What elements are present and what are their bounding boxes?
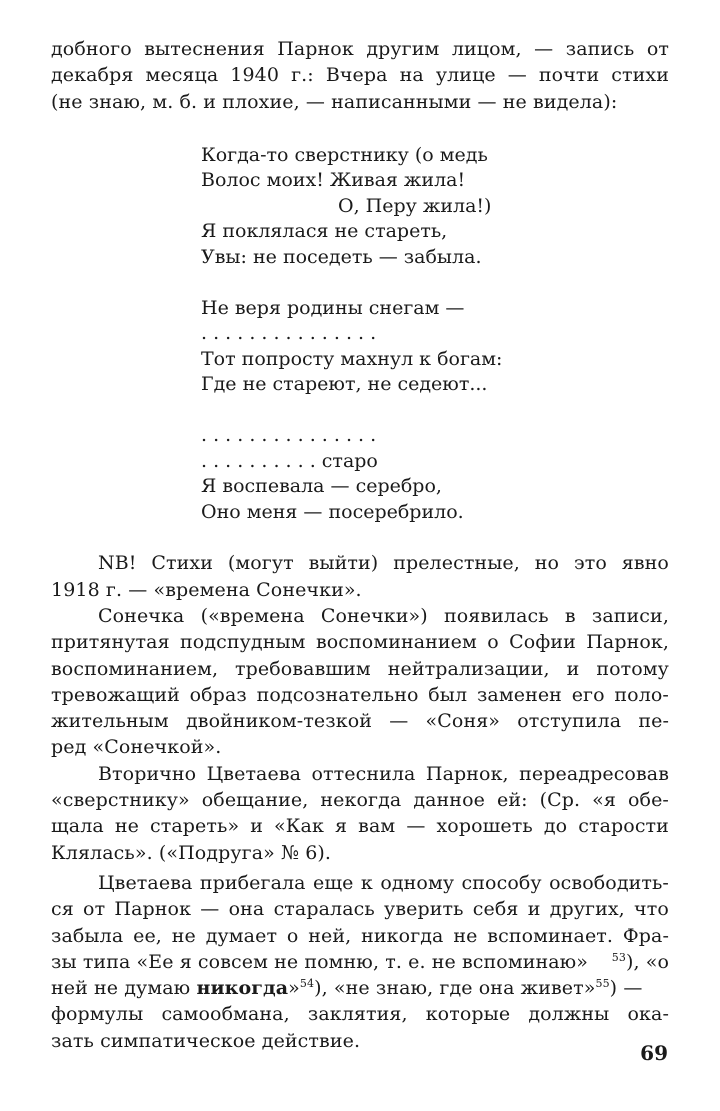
word: — <box>389 710 409 733</box>
text-segment: » <box>288 977 300 1000</box>
word: о <box>487 631 499 654</box>
word: данное <box>413 789 485 812</box>
word: одному <box>380 871 455 894</box>
word: не <box>453 924 478 947</box>
word: заменен <box>476 683 562 706</box>
word: тревожащий <box>51 683 180 706</box>
word: Парнок <box>277 38 354 60</box>
word: от <box>83 898 106 921</box>
word: ее, <box>133 924 162 947</box>
word: и <box>566 657 580 680</box>
word: Парнок <box>114 898 192 921</box>
word: ей: <box>496 789 528 812</box>
word: подспудным <box>180 631 306 654</box>
word: забыла <box>51 924 124 947</box>
word: Фра- <box>622 924 669 947</box>
word: формулы <box>51 1003 144 1026</box>
word: добного <box>51 38 132 60</box>
text-line: (не знаю, м. б. и плохие, — написанными — не видела): <box>51 90 618 113</box>
poem-stanza-2 <box>201 296 669 398</box>
word: улице <box>435 64 496 87</box>
poem-stanza-1 <box>201 143 669 271</box>
word: от <box>646 38 669 60</box>
text-line <box>51 36 669 62</box>
word: «Как <box>274 815 324 838</box>
word: переадресовав <box>519 762 669 785</box>
word: не <box>171 924 196 947</box>
word: и <box>527 898 541 921</box>
footnote-ref: 55 <box>595 977 610 991</box>
word: я <box>335 815 348 838</box>
word: подсознательно <box>256 683 419 706</box>
poem-line: Я воспевала — серебро, <box>201 475 442 498</box>
word: был <box>428 683 468 706</box>
word: «сверстнику» <box>51 789 190 812</box>
word: Вторично <box>98 762 197 785</box>
word: отступила <box>517 710 622 733</box>
word: ока- <box>627 1003 669 1026</box>
word: — <box>406 815 426 838</box>
word: никогда <box>361 924 444 947</box>
word: вам <box>358 815 396 838</box>
word: обещание, <box>201 789 309 812</box>
text-segment: ), «не знаю, где она живет» <box>314 977 596 1000</box>
word: потому <box>596 657 669 680</box>
nb-paragraph <box>51 550 669 603</box>
word: — <box>507 64 527 87</box>
word: NB! <box>98 552 137 575</box>
word: поло- <box>614 683 669 706</box>
text-line <box>51 923 669 949</box>
word: почти <box>538 64 600 87</box>
text-line <box>51 629 669 655</box>
word: притянутая <box>51 631 170 654</box>
word: (могут <box>227 552 294 575</box>
footnote-ref: 54 <box>299 977 315 991</box>
text-line <box>51 656 669 682</box>
text-line <box>51 896 669 922</box>
text-line <box>51 708 669 734</box>
word: лицом, <box>451 38 522 60</box>
method-paragraph <box>51 870 669 1054</box>
word: воспоминанием, <box>51 657 219 680</box>
poem-line: Волос моих! Живая жила! <box>201 169 466 192</box>
text-line <box>51 975 669 1001</box>
word: стареть» <box>150 815 240 838</box>
poem-line: Где не стареют, не седеют... <box>201 373 488 396</box>
word: на <box>399 64 424 87</box>
text-line: 1918 г. — «времена Сонечки». <box>51 578 362 601</box>
word: думает <box>205 924 278 947</box>
word: его <box>571 683 605 706</box>
text-line: Клялась». («Подруга» № 6). <box>51 841 332 864</box>
word: должны <box>528 1003 610 1026</box>
text-line <box>51 1001 669 1027</box>
word: обе- <box>628 789 669 812</box>
word: прелестные, <box>393 552 520 575</box>
word: старости <box>578 815 669 838</box>
poem-omission-dots: . . . . . . . . . . . . . . . <box>201 424 377 447</box>
text-line <box>51 813 669 839</box>
word: щала <box>51 815 104 838</box>
text-line <box>51 787 669 813</box>
secondary-paragraph <box>51 761 669 866</box>
poem-line: Не веря родины снегам — <box>201 296 465 319</box>
poem-line: Оно меня — посеребрило. <box>201 500 464 523</box>
word: жительным <box>51 710 169 733</box>
poem-omission-dots: . . . . . . . . . . . . . . . <box>201 322 377 345</box>
text-segment: ней не думаю <box>51 977 191 1000</box>
word: выйти) <box>308 552 379 575</box>
poem-line: Когда-то сверстнику (о медь <box>201 143 488 166</box>
text-line <box>51 550 669 576</box>
word: Парнок, <box>425 762 509 785</box>
word: способу <box>461 871 542 894</box>
word: появилась <box>443 604 549 627</box>
word: оттеснила <box>311 762 416 785</box>
text-segment <box>612 949 669 975</box>
text-segment: ), «о <box>625 950 669 973</box>
word: вспоминает. <box>487 924 614 947</box>
word: себя <box>472 898 519 921</box>
word: (Ср. <box>539 789 581 812</box>
word: в <box>564 604 576 627</box>
word: — <box>200 898 220 921</box>
word: что <box>634 898 669 921</box>
word: некогда <box>320 789 402 812</box>
word: «Соня» <box>425 710 501 733</box>
word: ся <box>51 898 74 921</box>
word: еще <box>313 871 354 894</box>
footnote-ref: 53 <box>611 950 626 964</box>
word: записи, <box>591 604 669 627</box>
book-page <box>51 36 669 1054</box>
word: до <box>543 815 568 838</box>
word: 1940 <box>230 64 280 87</box>
word: пе- <box>638 710 669 733</box>
text-line <box>51 682 669 708</box>
word: требовавшим <box>235 657 371 680</box>
word: стихи <box>611 64 669 87</box>
word: Цветаева <box>206 762 302 785</box>
poem-line: . . . . . . . . . . старо <box>201 449 378 472</box>
text-segment: зы типа «Ее я совсем не помню, т. е. не вспоминаю» <box>51 950 589 973</box>
poem <box>201 143 669 526</box>
intro-paragraph <box>51 36 669 115</box>
text-segment <box>51 975 642 1001</box>
word: не <box>114 815 139 838</box>
text-line: ред «Сонечкой». <box>51 736 222 759</box>
word: заклятия, <box>307 1003 408 1026</box>
text-line <box>51 761 669 787</box>
word: нейтрализации, <box>387 657 550 680</box>
word: г.: <box>291 64 314 87</box>
word: освободить- <box>549 871 669 894</box>
poem-line: Увы: не поседеть — забыла. <box>201 245 482 268</box>
text-segment: ) — <box>609 977 643 1000</box>
emphasis-text: никогда <box>196 977 289 1000</box>
word: хорошеть <box>436 815 533 838</box>
word: которые <box>425 1003 511 1026</box>
word: Вчера <box>325 64 388 87</box>
word: Цветаева <box>98 871 193 894</box>
word: других, <box>549 898 625 921</box>
word: Парнок, <box>586 631 669 654</box>
word: она <box>228 898 265 921</box>
word: Софии <box>509 631 576 654</box>
word: самообмана, <box>161 1003 290 1026</box>
word: («времена <box>200 604 305 627</box>
word: образ <box>189 683 247 706</box>
text-line <box>51 603 669 629</box>
word: о <box>286 924 299 947</box>
text-line <box>51 62 669 88</box>
text-line: зать симпатическое действие. <box>51 1029 361 1052</box>
word: это <box>573 552 607 575</box>
poem-line: Я поклялася не стареть, <box>201 220 448 243</box>
word: к <box>360 871 373 894</box>
word: месяца <box>145 64 219 87</box>
word: двойником-тезкой <box>185 710 373 733</box>
word: «я <box>592 789 616 812</box>
page-number: 69 <box>640 1041 668 1065</box>
text-line <box>51 949 669 975</box>
word: старалась <box>273 898 375 921</box>
word: декабря <box>51 64 134 87</box>
word: — <box>534 38 554 60</box>
word: вытеснения <box>144 38 265 60</box>
word: уверить <box>384 898 464 921</box>
word: Сонечки») <box>320 604 428 627</box>
poem-line: Тот попросту махнул к богам: <box>201 347 503 370</box>
poem-line: О, Перу жила!) <box>338 194 492 217</box>
word: и <box>250 815 263 838</box>
word: ней, <box>308 924 352 947</box>
word: явно <box>621 552 669 575</box>
word: прибегала <box>199 871 306 894</box>
word: другим <box>366 38 440 60</box>
poem-stanza-3 <box>201 423 669 525</box>
word: Стихи <box>151 552 213 575</box>
word: запись <box>565 38 635 60</box>
sonechka-paragraph <box>51 603 669 761</box>
text-line <box>51 870 669 896</box>
word: но <box>534 552 560 575</box>
word: Сонечка <box>98 604 185 627</box>
word: воспоминанием <box>315 631 477 654</box>
